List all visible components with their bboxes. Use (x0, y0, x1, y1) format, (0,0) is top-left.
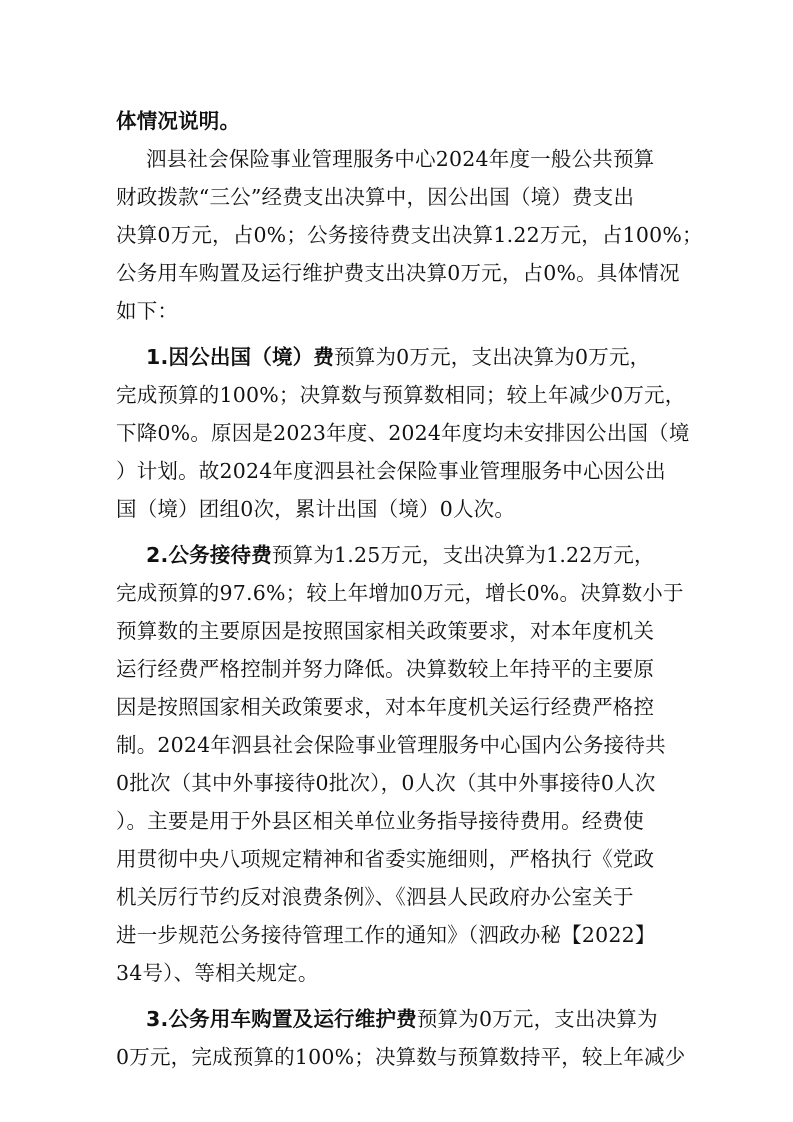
section-line: 国（境）团组0次，累计出国（境）0人次。 (116, 497, 516, 521)
section-line: 完成预算的100%；决算数与预算数相同；较上年减少0万元， (116, 383, 686, 407)
section-first-line (116, 1000, 682, 1038)
section-title: 2.公务接待费 (146, 543, 272, 567)
section-vehicles (116, 1000, 686, 1076)
section-line: 进一步规范公务接待管理工作的通知》（泗政办秘【2022】 (116, 923, 656, 947)
section-line: 用贯彻中央八项规定精神和省委实施细则，严格执行《党政 (116, 847, 655, 871)
section-line: 0批次（其中外事接待0批次），0人次（其中外事接待0人次 (116, 771, 656, 795)
section-title: 3.公务用车购置及运行维护费 (146, 1007, 417, 1031)
section-line: 因是按照国家相关政策要求，对本年度机关运行经费严格控 (116, 695, 655, 719)
section-line: 运行经费严格控制并努力降低。决算数较上年持平的主要原 (116, 657, 655, 681)
section-text: 预算为0万元，支出决算为 (416, 1007, 658, 1031)
section-line: ）。主要是用于外县区相关单位业务指导接待费用。经费使 (116, 809, 644, 833)
heading-tail: 体情况说明。 (116, 109, 241, 133)
section-first-line (116, 536, 682, 574)
section-line: 预算数的主要原因是按照国家相关政策要求，对本年度机关 (116, 619, 655, 643)
summary-line: 泗县社会保险事业管理服务中心2024年度一般公共预算 (146, 147, 655, 171)
summary-line: 决算0万元，占0%；公务接待费支出决算1.22万元，占100%； (116, 223, 703, 247)
section-reception (116, 536, 682, 992)
summary-line: 公务用车购置及运行维护费支出决算0万元，占0%。具体情况 (116, 261, 680, 285)
section-overseas-travel (116, 338, 690, 528)
section-line: 完成预算的97.6%；较上年增加0万元，增长0%。决算数小于 (116, 581, 684, 605)
document-page (116, 102, 703, 1076)
section-line: 机关厉行节约反对浪费条例》、《泗县人民政府办公室关于 (116, 885, 634, 909)
section-text: 预算为0万元，支出决算为0万元， (334, 345, 651, 369)
summary-paragraph (116, 140, 703, 330)
section-line: 制。2024年泗县社会保险事业管理服务中心国内公务接待共 (116, 733, 666, 757)
section-line: 下降0%。原因是2023年度、2024年度均未安排因公出国（境 (116, 421, 690, 445)
section-title: 1.因公出国（境）费 (146, 345, 335, 369)
section-first-line (116, 338, 682, 376)
section-line: ）计划。故2024年度泗县社会保险事业管理服务中心因公出 (116, 459, 666, 483)
section-text: 预算为1.25万元，支出决算为1.22万元， (271, 543, 655, 567)
section-line: 0万元，完成预算的100%；决算数与预算数持平，较上年减少 (116, 1045, 686, 1069)
summary-line: 如下： (116, 299, 179, 323)
section-line: 34号）、等相关规定。 (116, 961, 319, 985)
summary-line: 财政拨款“三公”经费支出决算中，因公出国（境）费支出 (116, 185, 635, 209)
